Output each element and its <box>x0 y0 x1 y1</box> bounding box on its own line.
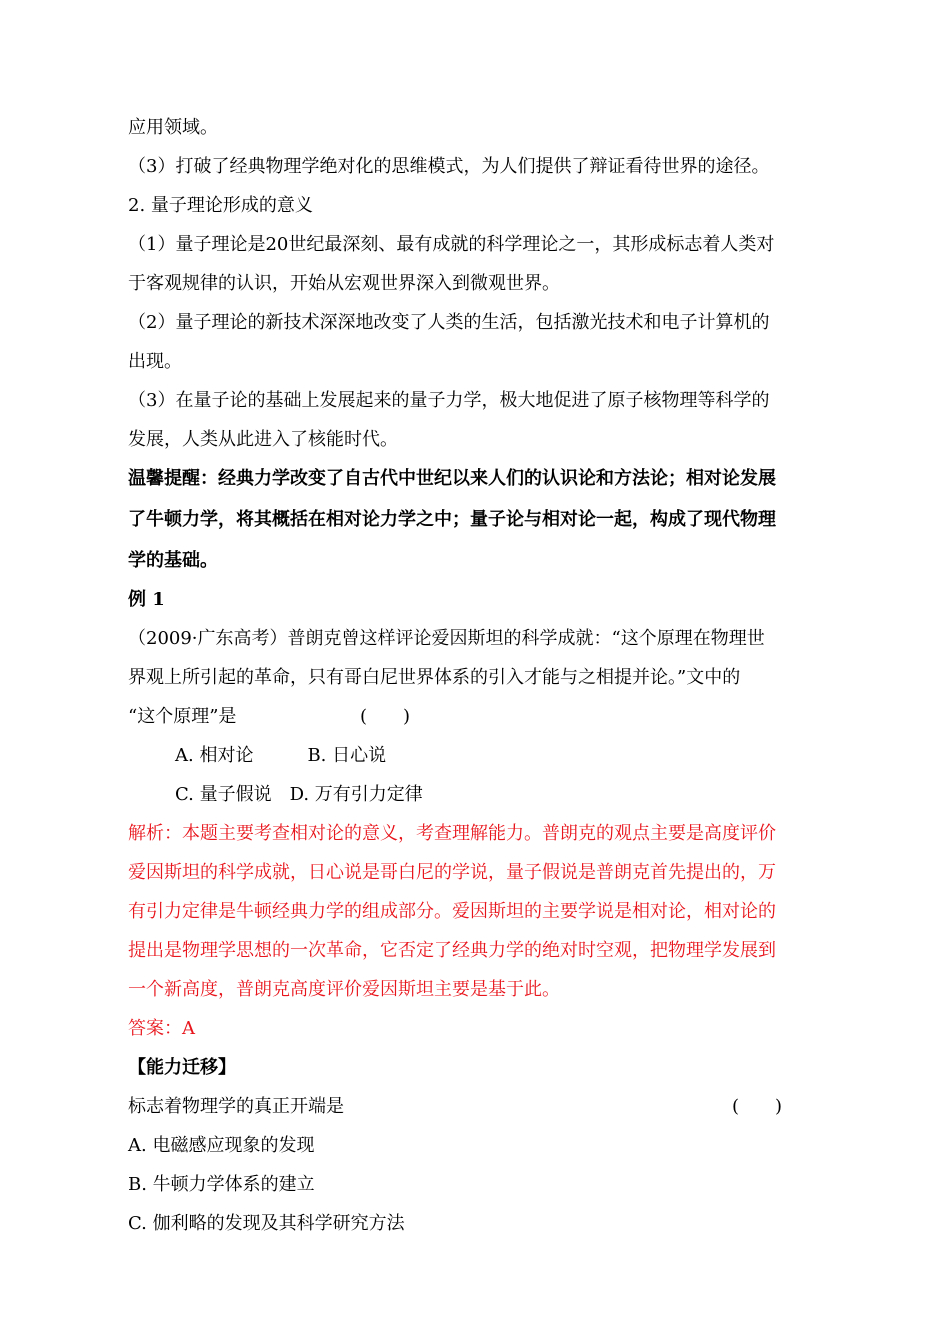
section-heading: 2. 量子理论形成的意义 <box>128 195 313 216</box>
answer-blank: ( ) <box>360 706 411 727</box>
example-title: 例 1 <box>128 589 165 610</box>
section-title: 【能力迁移】 <box>128 1057 236 1078</box>
options-cd: C. 量子假说 D. 万有引力定律 <box>175 784 423 805</box>
analysis-line: 爱因斯坦的科学成就，日心说是哥白尼的学说，量子假说是普朗克首先提出的，万 <box>128 862 776 883</box>
question-line: “这个原理”是 <box>128 706 237 727</box>
text-line: （2）量子理论的新技术深深地改变了人类的生活，包括激光技术和电子计算机的 <box>128 312 770 333</box>
text-line: 应用领域。 <box>128 117 218 138</box>
analysis-line: 解析：本题主要考查相对论的意义，考查理解能力。普朗克的观点主要是高度评价 <box>128 823 776 844</box>
text-line: 于客观规律的认识，开始从宏观世界深入到微观世界。 <box>128 273 560 294</box>
tip-line: 了牛顿力学，将其概括在相对论力学之中；量子论与相对论一起，构成了现代物理 <box>128 509 776 530</box>
question-line: （2009·广东高考）普朗克曾这样评论爱因斯坦的科学成就：“这个原理在物理世 <box>128 628 765 649</box>
options-ab: A. 相对论 B. 日心说 <box>175 745 387 766</box>
text-line: （1）量子理论是20世纪最深刻、最有成就的科学理论之一，其形成标志着人类对 <box>128 234 775 255</box>
text-line: （3）打破了经典物理学绝对化的思维模式，为人们提供了辩证看待世界的途径。 <box>128 156 770 177</box>
question-line: 标志着物理学的真正开端是 <box>128 1096 344 1117</box>
option-a: A. 电磁感应现象的发现 <box>128 1135 315 1156</box>
option-c: C. 伽利略的发现及其科学研究方法 <box>128 1213 405 1234</box>
option-b: B. 牛顿力学体系的建立 <box>128 1174 315 1195</box>
analysis-line: 一个新高度，普朗克高度评价爱因斯坦主要是基于此。 <box>128 979 560 1000</box>
text-line: 发展，人类从此进入了核能时代。 <box>128 429 398 450</box>
text-line: 出现。 <box>128 351 182 372</box>
analysis-line: 提出是物理学思想的一次革命，它否定了经典力学的绝对时空观，把物理学发展到 <box>128 940 776 961</box>
analysis-line: 有引力定律是牛顿经典力学的组成部分。爱因斯坦的主要学说是相对论，相对论的 <box>128 901 776 922</box>
tip-line: 学的基础。 <box>128 550 218 571</box>
text-line: （3）在量子论的基础上发展起来的量子力学，极大地促进了原子核物理等科学的 <box>128 390 770 411</box>
question-line: 界观上所引起的革命，只有哥白尼世界体系的引入才能与之相提并论。”文中的 <box>128 667 741 688</box>
answer-line: 答案：A <box>128 1018 195 1039</box>
answer-blank: ( ) <box>732 1096 783 1117</box>
tip-line: 温馨提醒：经典力学改变了自古代中世纪以来人们的认识论和方法论；相对论发展 <box>128 468 776 489</box>
